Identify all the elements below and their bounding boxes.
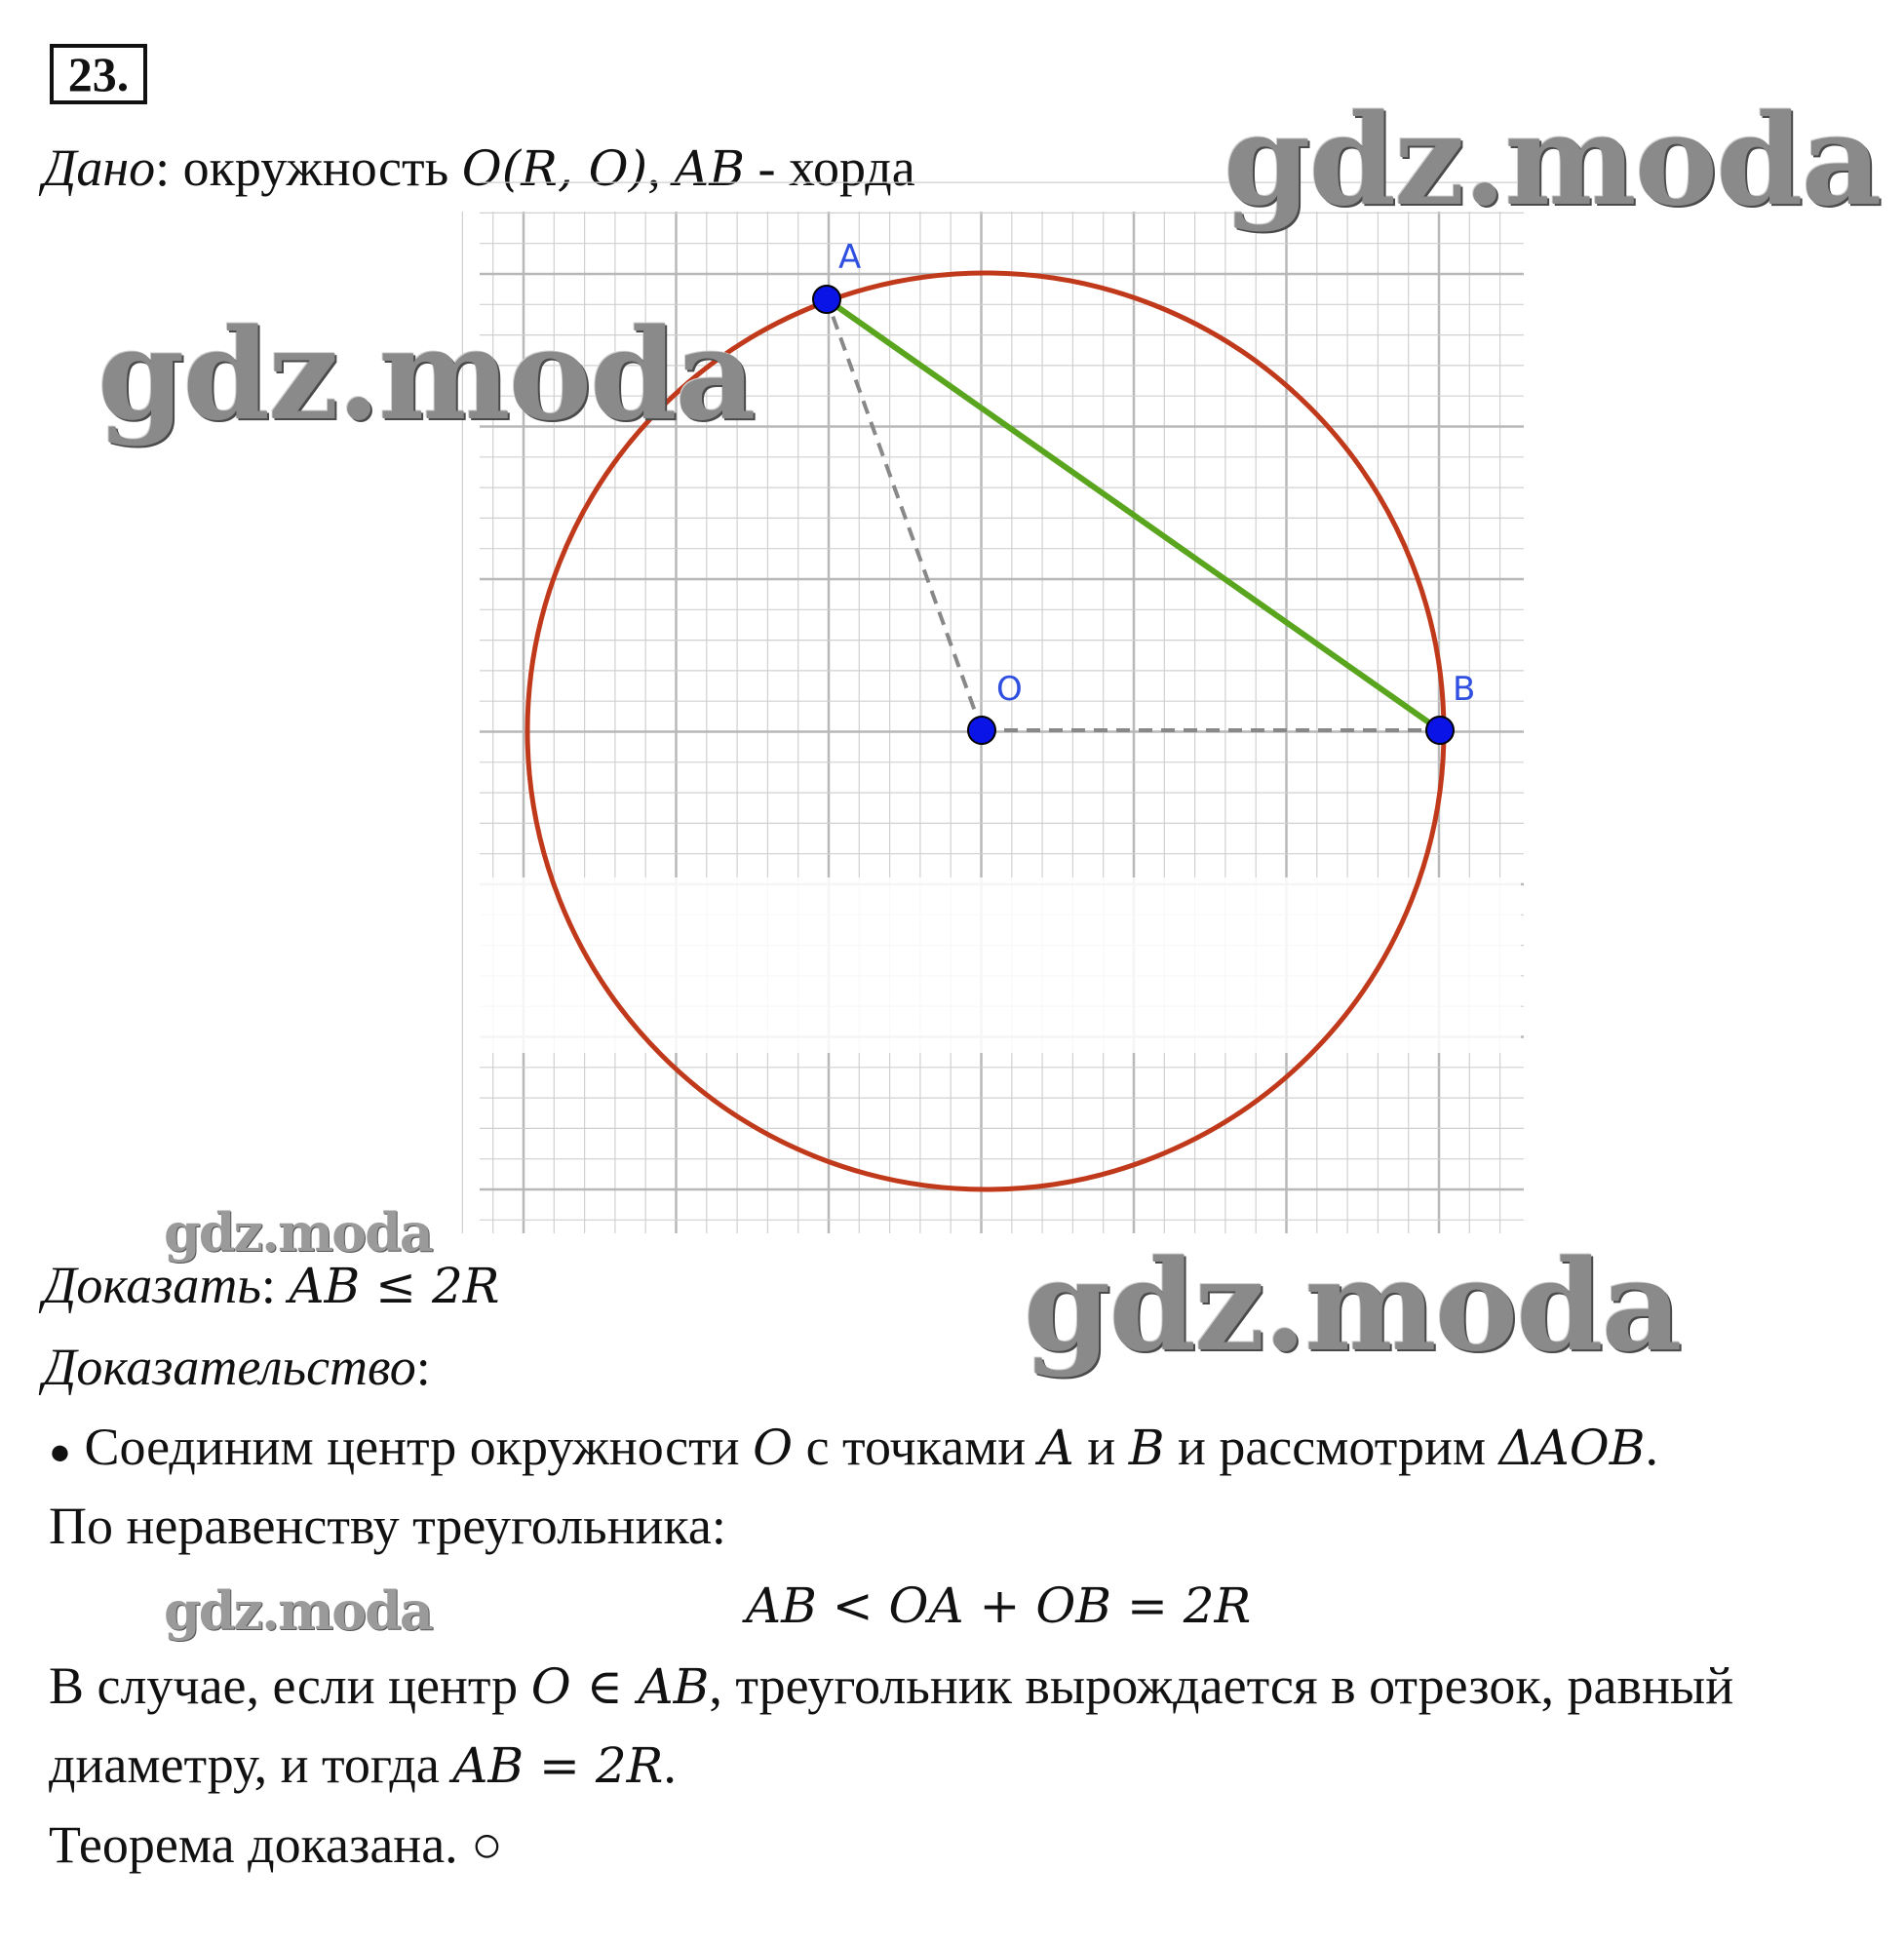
label-o: O bbox=[996, 670, 1023, 709]
proof-heading: Доказательство: bbox=[43, 1338, 431, 1396]
label-a: A bbox=[838, 238, 862, 277]
watermark-logo: gdz.moda bbox=[1224, 88, 1881, 234]
point-b bbox=[1426, 717, 1454, 744]
watermark-logo: gdz.moda bbox=[164, 1579, 432, 1642]
formula: AB < OA + OB = 2R bbox=[746, 1577, 1252, 1634]
radius-oa bbox=[827, 299, 982, 730]
condition: O ∈ AB bbox=[530, 1658, 710, 1715]
given-line: Дано: окружность O(R, O), AB - хорда bbox=[43, 138, 915, 197]
prove-label: Доказать bbox=[43, 1256, 261, 1314]
triangle-name: ΔAOB bbox=[1498, 1420, 1646, 1476]
proof-step-1: ● Соединим центр окружности O с точками A и B и рассмотрим ΔAOB. bbox=[49, 1418, 1658, 1476]
prove-line: Доказать: AB ≤ 2R bbox=[43, 1256, 500, 1314]
problem-number: 23. bbox=[50, 44, 147, 104]
circle-notation: O(R, O) bbox=[461, 140, 648, 197]
chord-name: AB bbox=[674, 140, 746, 197]
bullet: ● bbox=[49, 1431, 71, 1473]
given-label: Дано bbox=[43, 138, 156, 197]
conclusion: Теорема доказана. ○ bbox=[49, 1815, 503, 1874]
proof-label: Доказательство bbox=[43, 1338, 416, 1396]
watermark-logo: gdz.moda bbox=[164, 1201, 432, 1264]
point-a bbox=[813, 286, 840, 313]
point-o bbox=[968, 717, 995, 744]
proof-step-2: По неравенству треугольника: bbox=[49, 1497, 726, 1555]
prove-statement: AB ≤ 2R bbox=[289, 1258, 500, 1314]
label-b: B bbox=[1453, 670, 1476, 709]
proof-step-4: диаметру, и тогда AB = 2R. bbox=[49, 1735, 677, 1794]
watermark-logo: gdz.moda bbox=[97, 302, 755, 448]
proof-step-3: В случае, если центр O ∈ AB, треугольник вырождается в отрезок, равный bbox=[49, 1656, 1734, 1715]
watermark-logo: gdz.moda bbox=[1024, 1233, 1681, 1380]
equality: AB = 2R bbox=[452, 1737, 664, 1794]
